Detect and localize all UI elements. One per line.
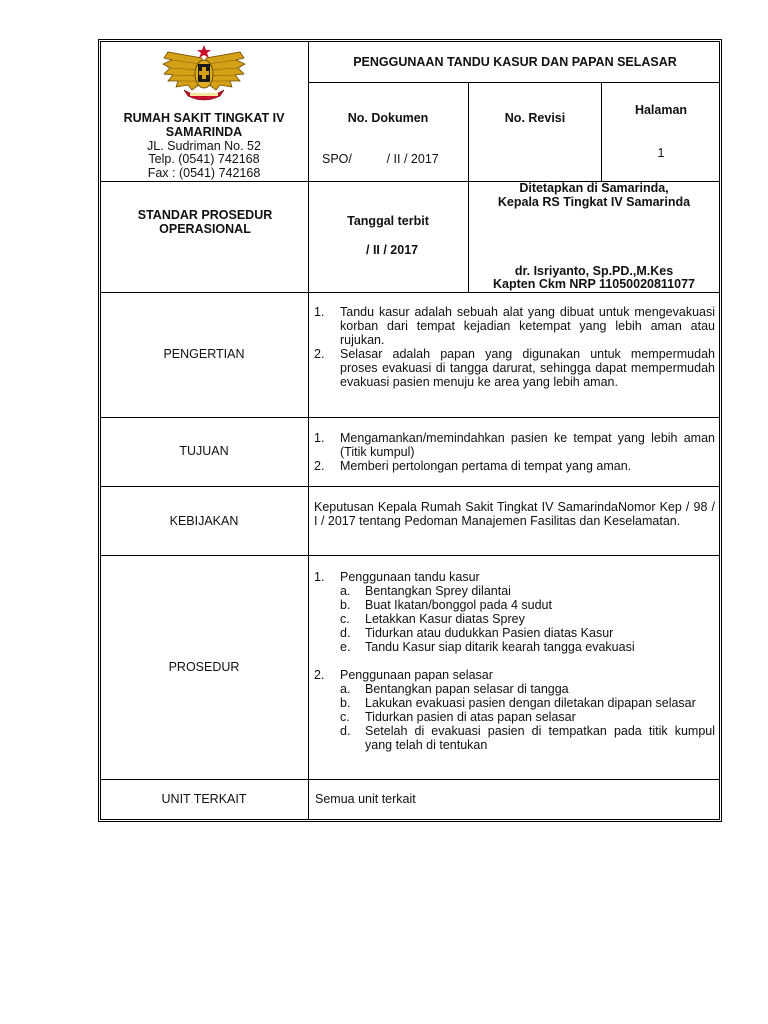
- list-item: 1. Tandu kasur adalah sebuah alat yang dibuat untuk mengevakuasi korban dari tempat kejadian ketempat yang lebih aman atau rujukan.: [314, 305, 715, 347]
- unit-terkait-text: Semua unit terkait: [315, 792, 416, 806]
- list-item: d. Setelah di evakuasi pasien di tempatkan pada titik kumpul yang telah di tentukan: [340, 724, 715, 752]
- tujuan-content: [314, 431, 715, 473]
- prosedur-content: [314, 570, 715, 752]
- no-revisi-label: No. Revisi: [504, 111, 566, 125]
- procedure-group: 1. Penggunaan tandu kasur a. Bentangkan Sprey dilantai b. Buat Ikatan/bonggol pada 4 sudut c. Letakkan Kasur diatas Sprey d. Tidurkan atau dudukkan Pasien diatas Kasur e. Tandu Kasur siap ditarik kearah tangga evakuasi: [314, 570, 715, 654]
- kepala-text: Kepala RS Tingkat IV Samarinda: [497, 195, 691, 209]
- tanggal-terbit-label: Tanggal terbit: [347, 214, 429, 228]
- pengertian-content: [314, 305, 715, 389]
- sop-label: STANDAR PROSEDUR OPERASIONAL: [137, 208, 273, 236]
- list-item: 2. Memberi pertolongan pertama di tempat yang aman.: [314, 459, 632, 473]
- list-item: d. Tidurkan atau dudukkan Pasien diatas Kasur: [340, 626, 614, 640]
- military-hospital-emblem-icon: [160, 44, 248, 102]
- kebijakan-label: KEBIJAKAN: [169, 514, 239, 528]
- procedure-group: 2. Penggunaan papan selasar a. Bentangkan papan selasar di tangga b. Lakukan evakuasi pasien dengan diletakan dipapan selasar c. Tidurkan pasien di atas papan selasar d. Setelah di evakuasi pasien di tempatkan pada titik kumpul yang telah di tentukan: [314, 668, 715, 752]
- no-dokumen-value: SPO/ / II / 2017: [322, 152, 439, 166]
- pengertian-label: PENGERTIAN: [163, 347, 245, 361]
- divider: [100, 555, 720, 556]
- list-item: 2. Selasar adalah papan yang digunakan untuk mempermudah proses evakuasi di tangga darurat, sehingga dapat mempermudah evakuasi pasien menuju ke area yang lebih aman.: [314, 347, 715, 389]
- list-item: a. Bentangkan Sprey dilantai: [340, 584, 511, 598]
- kebijakan-text: Keputusan Kepala Rumah Sakit Tingkat IV SamarindaNomor Kep / 98 / I / 2017 tentang Pedoman Manajemen Fasilitas dan Keselamatan.: [314, 500, 715, 528]
- list-item: c. Letakkan Kasur diatas Sprey: [340, 612, 525, 626]
- list-item: b. Lakukan evakuasi pasien dengan diletakan dipapan selasar: [340, 696, 696, 710]
- list-item: b. Buat Ikatan/bonggol pada 4 sudut: [340, 598, 552, 612]
- signer-rank: Kapten Ckm NRP 11050020811077: [493, 277, 695, 291]
- divider: [100, 486, 720, 487]
- hospital-address: JL. Sudriman No. 52: [147, 139, 261, 153]
- no-dokumen-label: No. Dokumen: [347, 111, 429, 125]
- unit-terkait-label: UNIT TERKAIT: [161, 792, 247, 806]
- list-item: 1. Mengamankan/memindahkan pasien ke tempat yang lebih aman (Titik kumpul): [314, 431, 715, 459]
- divider: [100, 417, 720, 418]
- divider: [308, 82, 720, 83]
- hospital-name: RUMAH SAKIT TINGKAT IV SAMARINDA: [123, 111, 285, 139]
- hospital-phone: Telp. (0541) 742168: [148, 152, 260, 166]
- halaman-value: 1: [657, 146, 665, 160]
- list-item: a. Bentangkan papan selasar di tangga: [340, 682, 569, 696]
- tanggal-terbit-value: / II / 2017: [366, 243, 419, 257]
- prosedur-label: PROSEDUR: [168, 660, 240, 674]
- divider: [601, 82, 602, 181]
- tujuan-label: TUJUAN: [179, 444, 229, 458]
- ditetapkan-text: Ditetapkan di Samarinda,: [519, 181, 669, 195]
- halaman-label: Halaman: [634, 103, 688, 117]
- document-title: PENGGUNAAN TANDU KASUR DAN PAPAN SELASAR: [353, 55, 677, 69]
- divider: [100, 779, 720, 780]
- divider: [100, 292, 720, 293]
- divider: [468, 82, 469, 292]
- list-item: c. Tidurkan pasien di atas papan selasar: [340, 710, 576, 724]
- list-item: e. Tandu Kasur siap ditarik kearah tangga evakuasi: [340, 640, 635, 654]
- hospital-fax: Fax : (0541) 742168: [147, 166, 261, 180]
- signer-name: dr. Isriyanto, Sp.PD.,M.Kes: [514, 264, 674, 278]
- divider: [308, 41, 309, 820]
